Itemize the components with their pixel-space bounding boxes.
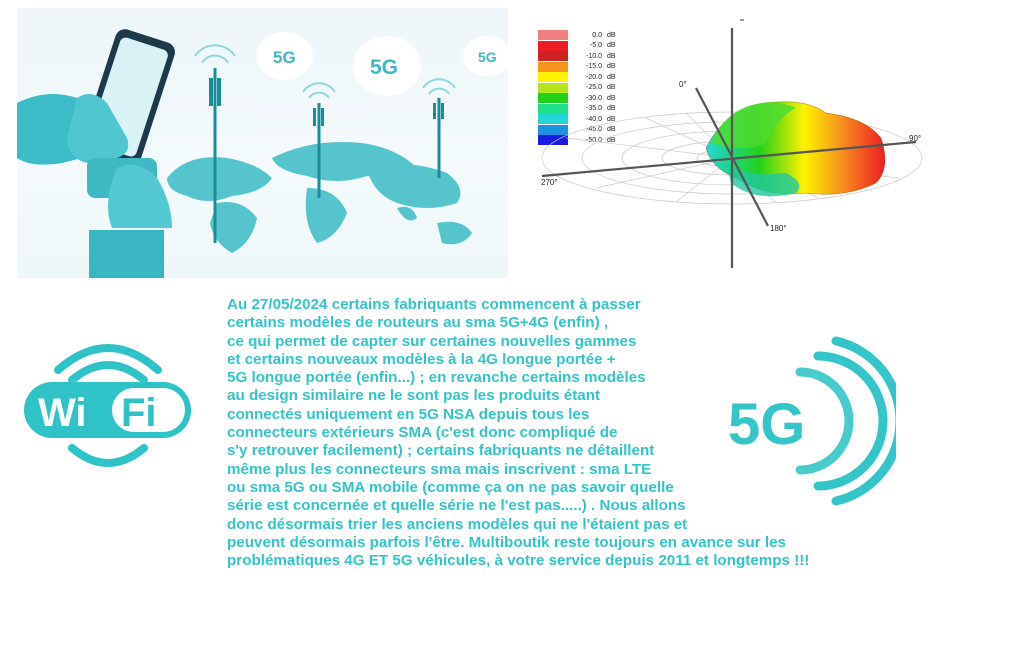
legend-unit: dB bbox=[607, 31, 616, 39]
hand-phone-icon bbox=[17, 27, 178, 278]
announcement-paragraph bbox=[227, 296, 947, 570]
legend-value: -25.0 bbox=[586, 84, 602, 92]
paragraph-line: connecteurs extérieurs SMA (c'est donc compliqué de bbox=[227, 424, 618, 442]
paragraph-line: ce qui permet de capter sur certaines nouvelles gammes bbox=[227, 332, 637, 350]
legend-unit: dB bbox=[607, 42, 616, 50]
polar-lobe-plot bbox=[536, 18, 942, 270]
legend-value: -40.0 bbox=[586, 115, 602, 123]
paragraph-line: connectés uniquement en 5G NSA depuis tous les bbox=[227, 405, 590, 423]
paragraph-line: certains modèles de routeurs au sma 5G+4G (enfin) , bbox=[227, 314, 609, 332]
legend-unit: dB bbox=[607, 84, 616, 92]
legend-unit: dB bbox=[607, 115, 616, 123]
paragraph-line: ou sma 5G ou SMA mobile (comme ça on ne pas savoir quelle bbox=[227, 478, 674, 496]
legend-value: -30.0 bbox=[586, 94, 602, 102]
legend-unit: dB bbox=[607, 136, 616, 144]
legend-unit: dB bbox=[607, 63, 616, 71]
paragraph-line: 5G longue portée (enfin...) ; en revanche certains modèles bbox=[227, 369, 646, 387]
angle-0-label: 0° bbox=[679, 80, 687, 89]
bubble-5g-1: 5G bbox=[273, 48, 296, 67]
paragraph-line: et certains nouveaux modèles à la 4G longue portée + bbox=[227, 350, 616, 368]
paragraph-line: au design similaire ne le sont pas les produits étant bbox=[227, 387, 601, 405]
antenna-radiation-pattern bbox=[536, 18, 942, 270]
wifi-fi-text: Fi bbox=[121, 391, 157, 435]
logo-5g-text: 5G bbox=[728, 392, 806, 457]
legend-value: -50.0 bbox=[586, 136, 602, 144]
5g-world-illustration bbox=[17, 8, 508, 278]
legend-unit: dB bbox=[607, 126, 616, 134]
world-map-icon bbox=[17, 8, 508, 278]
wifi-logo bbox=[20, 332, 195, 467]
legend-unit: dB bbox=[607, 94, 616, 102]
legend-value: -45.0 bbox=[586, 126, 602, 134]
wifi-wi-text: Wi bbox=[38, 391, 87, 435]
angle-180-label: 180° bbox=[770, 224, 787, 233]
legend-value: -15.0 bbox=[586, 63, 602, 71]
legend-unit: dB bbox=[607, 105, 616, 113]
legend-value: -20.0 bbox=[586, 73, 602, 81]
legend-value: 0.0 bbox=[592, 31, 602, 39]
paragraph-line: Au 27/05/2024 certains fabriquants commencent à passer bbox=[227, 296, 641, 313]
angle-90-label: 90° bbox=[909, 134, 922, 143]
legend-unit: dB bbox=[607, 52, 616, 60]
legend-value: -10.0 bbox=[586, 52, 602, 60]
paragraph-line: problématiques 4G ET 5G véhicules, à votre service depuis 2011 et longtemps !!! bbox=[227, 552, 810, 570]
bubble-5g-2: 5G bbox=[370, 56, 399, 79]
paragraph-line: peuvent désormais parfois l'être. Multiboutik reste toujours en avance sur les bbox=[227, 533, 786, 551]
paragraph-line: donc désormais trier les anciens modèles qui ne l'étaient pas et bbox=[227, 515, 688, 533]
paragraph-line: même plus les connecteurs sma mais inscrivent : sma LTE bbox=[227, 460, 652, 478]
legend-unit: dB bbox=[607, 73, 616, 81]
bubble-5g-3: 5G bbox=[478, 49, 497, 65]
angle-270-label: 270° bbox=[541, 178, 558, 187]
legend-value: -5.0 bbox=[589, 42, 602, 50]
legend-value: -35.0 bbox=[586, 105, 602, 113]
paragraph-line: s'y retrouver facilement) ; certains fabriquants ne détaillent bbox=[227, 442, 655, 460]
paragraph-line: série est concernée et quelle série ne l'est pas.....) . Nous allons bbox=[227, 497, 686, 515]
